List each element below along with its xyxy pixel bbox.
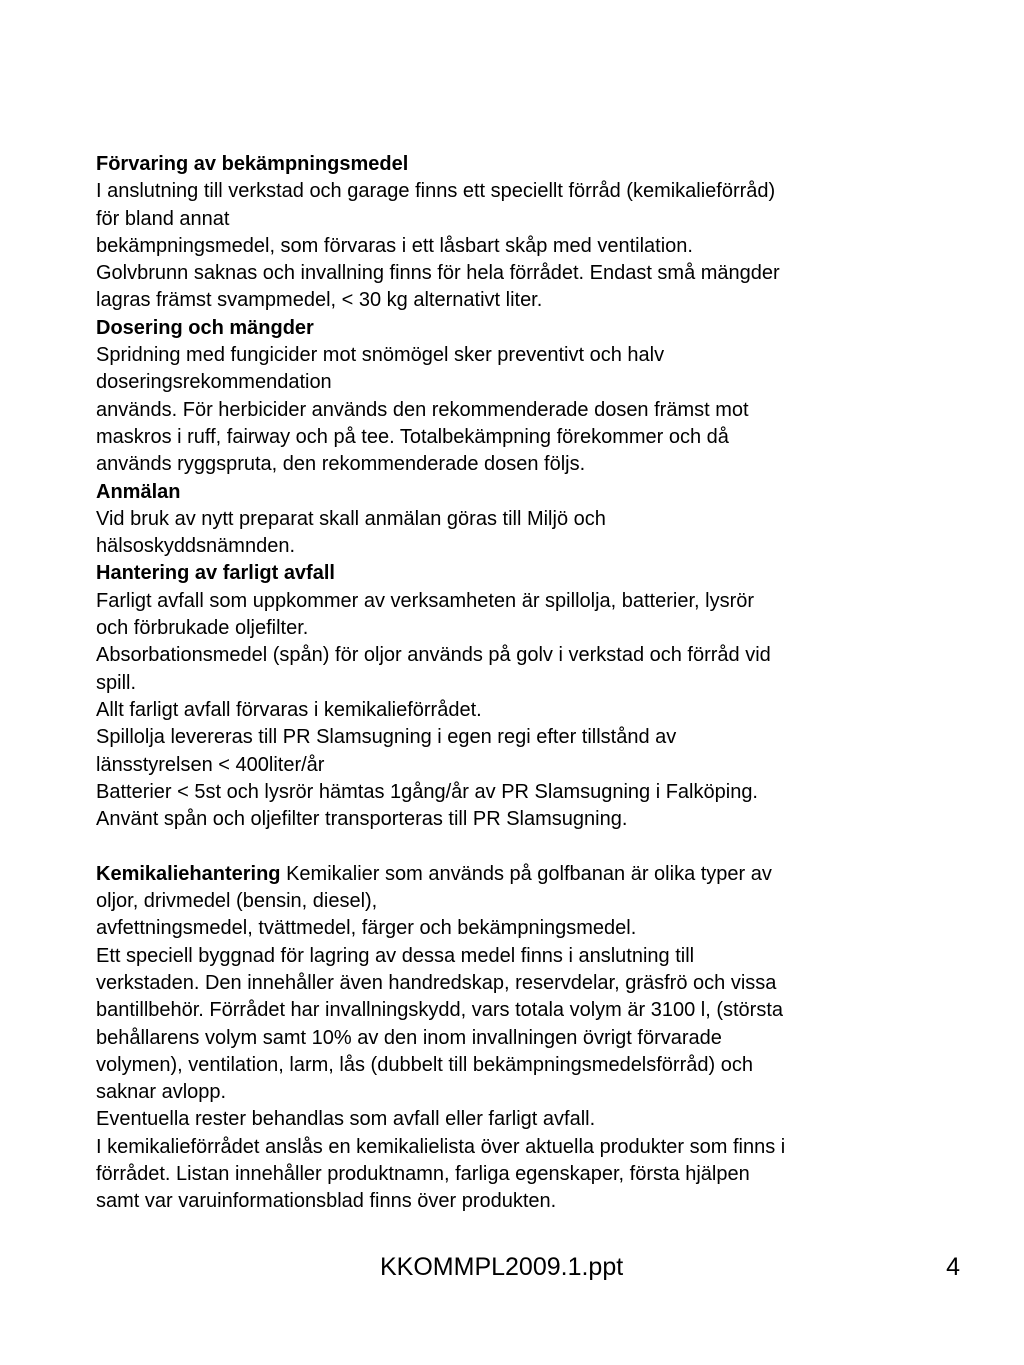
- body-line: bekämpningsmedel, som förvaras i ett låsbart skåp med ventilation.: [96, 234, 693, 257]
- body-line: spill.: [96, 671, 137, 694]
- body-line: används. För herbicider används den rekommenderade dosen främst mot: [96, 398, 749, 421]
- body-line: Farligt avfall som uppkommer av verksamheten är spillolja, batterier, lysrör: [96, 589, 755, 612]
- body-line: Batterier < 5st och lysrör hämtas 1gång/år av PR Slamsugning i Falköping.: [96, 780, 758, 803]
- page-number: 4: [946, 1253, 960, 1281]
- body-line: Använt spån och oljefilter transporteras till PR Slamsugning.: [96, 808, 628, 831]
- body-line: Vid bruk av nytt preparat skall anmälan göras till Miljö och: [96, 507, 606, 530]
- body-line: saknar avlopp.: [96, 1081, 227, 1104]
- body-line: I anslutning till verkstad och garage finns ett speciellt förråd (kemikalieförråd): [96, 180, 776, 203]
- body-line: bantillbehör. Förrådet har invallningskydd, vars totala volym är 3100 l, (största: [96, 999, 784, 1022]
- blank-line: [96, 833, 896, 860]
- body-line: Eventuella rester behandlas som avfall eller farligt avfall.: [96, 1108, 596, 1131]
- body-line: oljor, drivmedel (bensin, diesel),: [96, 890, 378, 913]
- body-line: avfettningsmedel, tvättmedel, färger och bekämpningsmedel.: [96, 917, 637, 940]
- body-line: används ryggspruta, den rekommenderade dosen följs.: [96, 453, 586, 476]
- body-line: samt var varuinformationsblad finns över produkten.: [96, 1190, 557, 1213]
- body-line: lagras främst svampmedel, < 30 kg alternativt liter.: [96, 289, 543, 312]
- body-line: för bland annat: [96, 207, 230, 230]
- body-line: hälsoskyddsnämnden.: [96, 535, 296, 558]
- body-line: doseringsrekommendation: [96, 371, 332, 394]
- body-line: maskros i ruff, fairway och på tee. Totalbekämpning förekommer och då: [96, 425, 729, 448]
- body-line: volymen), ventilation, larm, lås (dubbelt till bekämpningsmedelsförråd) och: [96, 1053, 753, 1076]
- body-line: förrådet. Listan innehåller produktnamn, farliga egenskaper, första hjälpen: [96, 1162, 750, 1185]
- kemikalie-first-line: [96, 861, 896, 888]
- section-heading-farligt-avfall: Hantering av farligt avfall: [96, 562, 335, 585]
- body-line: Ett speciell byggnad för lagring av dessa medel finns i anslutning till: [96, 944, 695, 967]
- body-line: Golvbrunn saknas och invallning finns för hela förrådet. Endast små mängder: [96, 262, 780, 285]
- section-heading-forvaring: Förvaring av bekämpningsmedel: [96, 153, 409, 175]
- footer-filename: KKOMMPL2009.1.ppt: [380, 1253, 624, 1281]
- body-line: verkstaden. Den innehåller även handredskap, reservdelar, gräsfrö och vissa: [96, 971, 777, 994]
- section-heading-dosering: Dosering och mängder: [96, 316, 314, 339]
- body-line: Spridning med fungicider mot snömögel sker preventivt och halv: [96, 344, 665, 367]
- body-line: behållarens volym samt 10% av den inom invallningen övrigt förvarade: [96, 1026, 722, 1049]
- body-line: Spillolja levereras till PR Slamsugning i egen regi efter tillstånd av: [96, 726, 677, 749]
- body-line: länsstyrelsen < 400liter/år: [96, 753, 325, 776]
- kemikalie-intro-text: Kemikalier som används på golfbanan är olika typer av: [280, 862, 772, 885]
- section-heading-kemikaliehantering: Kemikaliehantering: [96, 862, 281, 885]
- body-line: Allt farligt avfall förvaras i kemikalieförrådet.: [96, 698, 482, 721]
- body-line: Absorbationsmedel (spån) för oljor används på golv i verkstad och förråd vid: [96, 644, 771, 667]
- body-line: I kemikalieförrådet anslås en kemikalielista över aktuella produkter som finns i: [96, 1135, 786, 1158]
- body-line: och förbrukade oljefilter.: [96, 617, 309, 640]
- document-body: [96, 151, 896, 1216]
- section-heading-anmalan: Anmälan: [96, 480, 181, 503]
